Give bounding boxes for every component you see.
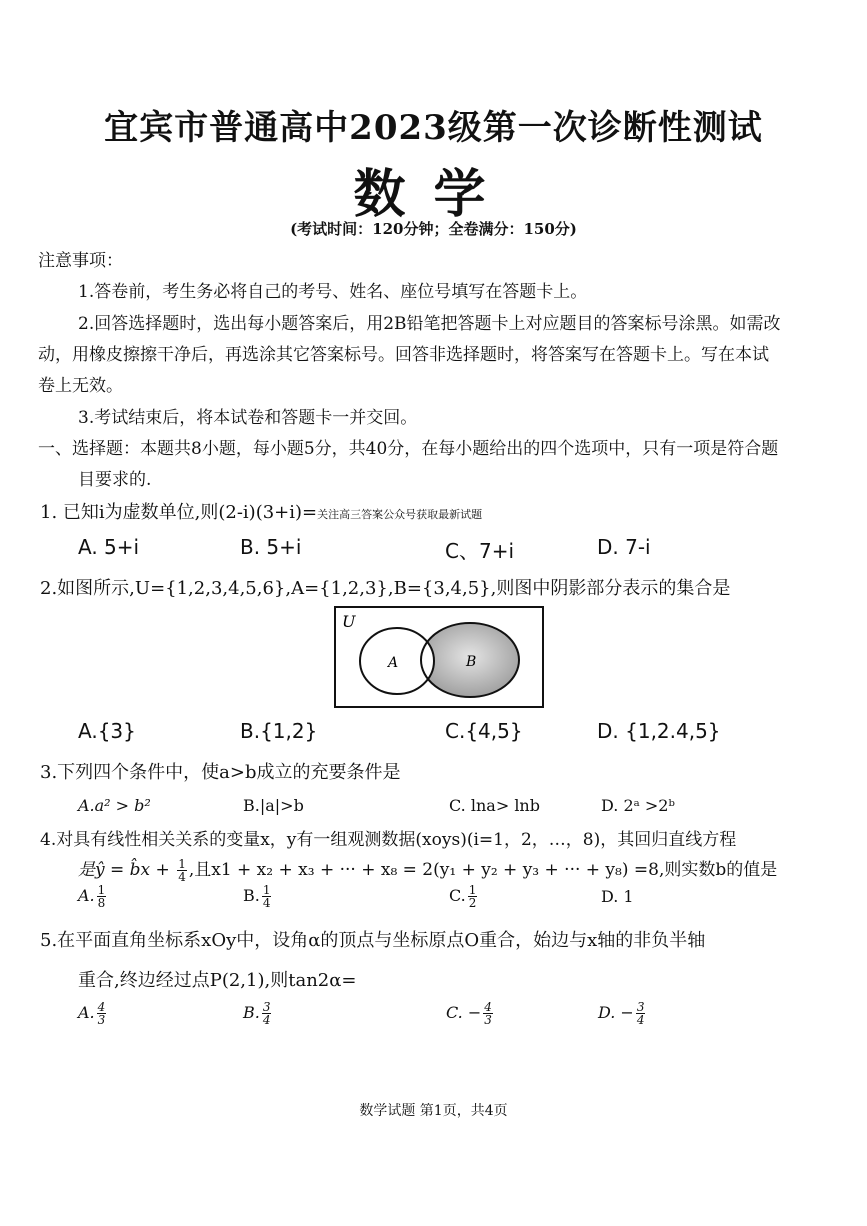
q4-c-label: C. <box>449 886 466 905</box>
q5-line-1: 5.在平面直角坐标系xOy中，设角α的顶点与坐标原点O重合，始边与x轴的非负半轴 <box>40 930 706 951</box>
q3-c-label: C. <box>449 796 466 815</box>
q1-option-c: C、7+i <box>445 539 515 563</box>
q3-c-expr: lna> lnb <box>470 796 540 815</box>
q3-a-label: A. <box>78 796 95 815</box>
q5-c-num: 4 <box>484 1000 492 1014</box>
q4-option-b <box>243 884 273 909</box>
q4-line-2 <box>78 855 777 883</box>
note-2-line-3: 卷上无效。 <box>38 376 123 396</box>
q2-option-d: D. {1,2.4,5} <box>597 719 721 743</box>
q4-option-d: D. 1 <box>601 887 634 906</box>
q5-b-den: 4 <box>262 1013 271 1027</box>
q3-d-label: D. <box>601 796 619 815</box>
q5-a-den: 3 <box>97 1013 106 1027</box>
q3-stem: 3.下列四个条件中，使a>b成立的充要条件是 <box>40 762 401 783</box>
q1-option-d: D. 7-i <box>597 535 651 559</box>
q4-frac-num: 1 <box>178 857 186 871</box>
q2-option-a: A.{3} <box>78 719 136 743</box>
q5-option-b <box>243 1001 273 1026</box>
q4-c-den: 2 <box>468 896 477 910</box>
section-1-line-2: 目要求的. <box>78 470 152 490</box>
q3-b-expr: |a|>b <box>259 796 304 815</box>
q5-line-2: 重合,终边经过点P(2,1),则tan2α= <box>78 970 357 991</box>
q4-frac <box>177 858 187 883</box>
note-2-line-2: 动，用橡皮擦擦干净后，再选涂其它答案标号。回答非选择题时，将答案写在答题卡上。写在本试 <box>38 345 769 365</box>
q5-a-label: A. <box>78 1003 95 1022</box>
q4-b-label: B. <box>243 886 260 905</box>
q4-option-c <box>449 884 479 909</box>
exam-info: (考试时间：120分钟；全卷满分：150分) <box>290 220 577 238</box>
q3-b-label: B. <box>243 796 260 815</box>
q5-d-label: D. − <box>598 1003 634 1022</box>
q4-frac-den: 4 <box>178 870 186 884</box>
q3-option-a <box>78 796 151 815</box>
q5-c-label: C. − <box>446 1003 482 1022</box>
q5-c-den: 3 <box>484 1013 492 1027</box>
page-footer: 数学试题 第1页，共4页 <box>359 1103 508 1119</box>
q4-a-frac <box>97 884 107 909</box>
q4-c-frac <box>468 884 478 909</box>
q4-a-den: 8 <box>97 896 106 910</box>
q5-c-frac <box>483 1001 493 1026</box>
q5-b-label: B. <box>243 1003 260 1022</box>
q4-c-num: 1 <box>468 883 477 897</box>
q1-stem-text: 1. 已知i为虚数单位,则(2-i)(3+i)= <box>40 502 318 523</box>
q5-d-frac <box>636 1001 646 1026</box>
q4-option-a <box>78 884 108 909</box>
venn-label-b: B <box>466 654 477 670</box>
q4-b-den: 4 <box>262 896 271 910</box>
note-2-line-1: 2.回答选择题时，选出每小题答案后，用2B铅笔把答题卡上对应题目的答案标号涂黑。如需改 <box>78 314 781 334</box>
q5-d-den: 4 <box>636 1013 645 1027</box>
venn-label-a: A <box>388 655 399 671</box>
q5-b-frac <box>262 1001 272 1026</box>
q4-a-label: A. <box>78 886 95 905</box>
q2-option-b: B.{1,2} <box>240 719 318 743</box>
q5-a-num: 4 <box>97 1000 106 1014</box>
note-3: 3.考试结束后，将本试卷和答题卡一并交回。 <box>78 408 418 428</box>
q3-option-c <box>449 796 540 815</box>
q1-option-b: B. 5+i <box>240 535 302 559</box>
q5-option-a <box>78 1001 108 1026</box>
notes-heading: 注意事项： <box>38 251 123 271</box>
venn-diagram <box>330 603 548 711</box>
note-1: 1.答卷前，考生务必将自己的考号、姓名、座位号填写在答题卡上。 <box>78 282 588 302</box>
q2-option-c: C.{4,5} <box>445 719 523 743</box>
q1-stem <box>40 498 482 524</box>
q1-watermark: 关注高三答案公众号获取最新试题 <box>317 508 483 521</box>
q5-d-num: 3 <box>636 1000 645 1014</box>
subject-title: 数学 <box>353 164 514 225</box>
venn-label-u: U <box>342 612 356 631</box>
q3-option-b <box>243 796 304 815</box>
q5-a-frac <box>97 1001 107 1026</box>
exam-title: 宜宾市普通高中2023级第一次诊断性测试 <box>104 108 763 148</box>
q5-b-num: 3 <box>262 1000 271 1014</box>
q4-line-1: 4.对具有线性相关关系的变量x，y有一组观测数据(xoys)(i=1，2，…，8)，其回归直线方程 <box>40 830 737 850</box>
q4-b-num: 1 <box>262 883 271 897</box>
q2-stem: 2.如图所示,U={1,2,3,4,5,6},A={1,2,3},B={3,4,5},则图中阴影部分表示的集合是 <box>40 578 731 599</box>
q5-option-d <box>598 1001 647 1026</box>
q4-regression-eq: 是ŷ = b̂x + <box>78 860 170 880</box>
q5-option-c <box>446 1001 495 1026</box>
q3-a-expr: a² > b² <box>94 796 151 815</box>
q1-option-a: A. 5+i <box>78 535 140 559</box>
q3-option-d <box>601 796 675 815</box>
q4-a-num: 1 <box>97 883 106 897</box>
q4-b-frac <box>262 884 272 909</box>
q3-d-expr: 2ᵃ >2ᵇ <box>623 796 675 815</box>
section-1-line-1: 一、选择题：本题共8小题，每小题5分，共40分，在每小题给出的四个选项中，只有一项是符合题 <box>38 439 779 459</box>
q4-condition: ,且x1 + x₂ + x₃ + ··· + x₈ = 2(y₁ + y₂ + y₃ + ··· + y₈) =8,则实数b的值是 <box>188 860 778 880</box>
